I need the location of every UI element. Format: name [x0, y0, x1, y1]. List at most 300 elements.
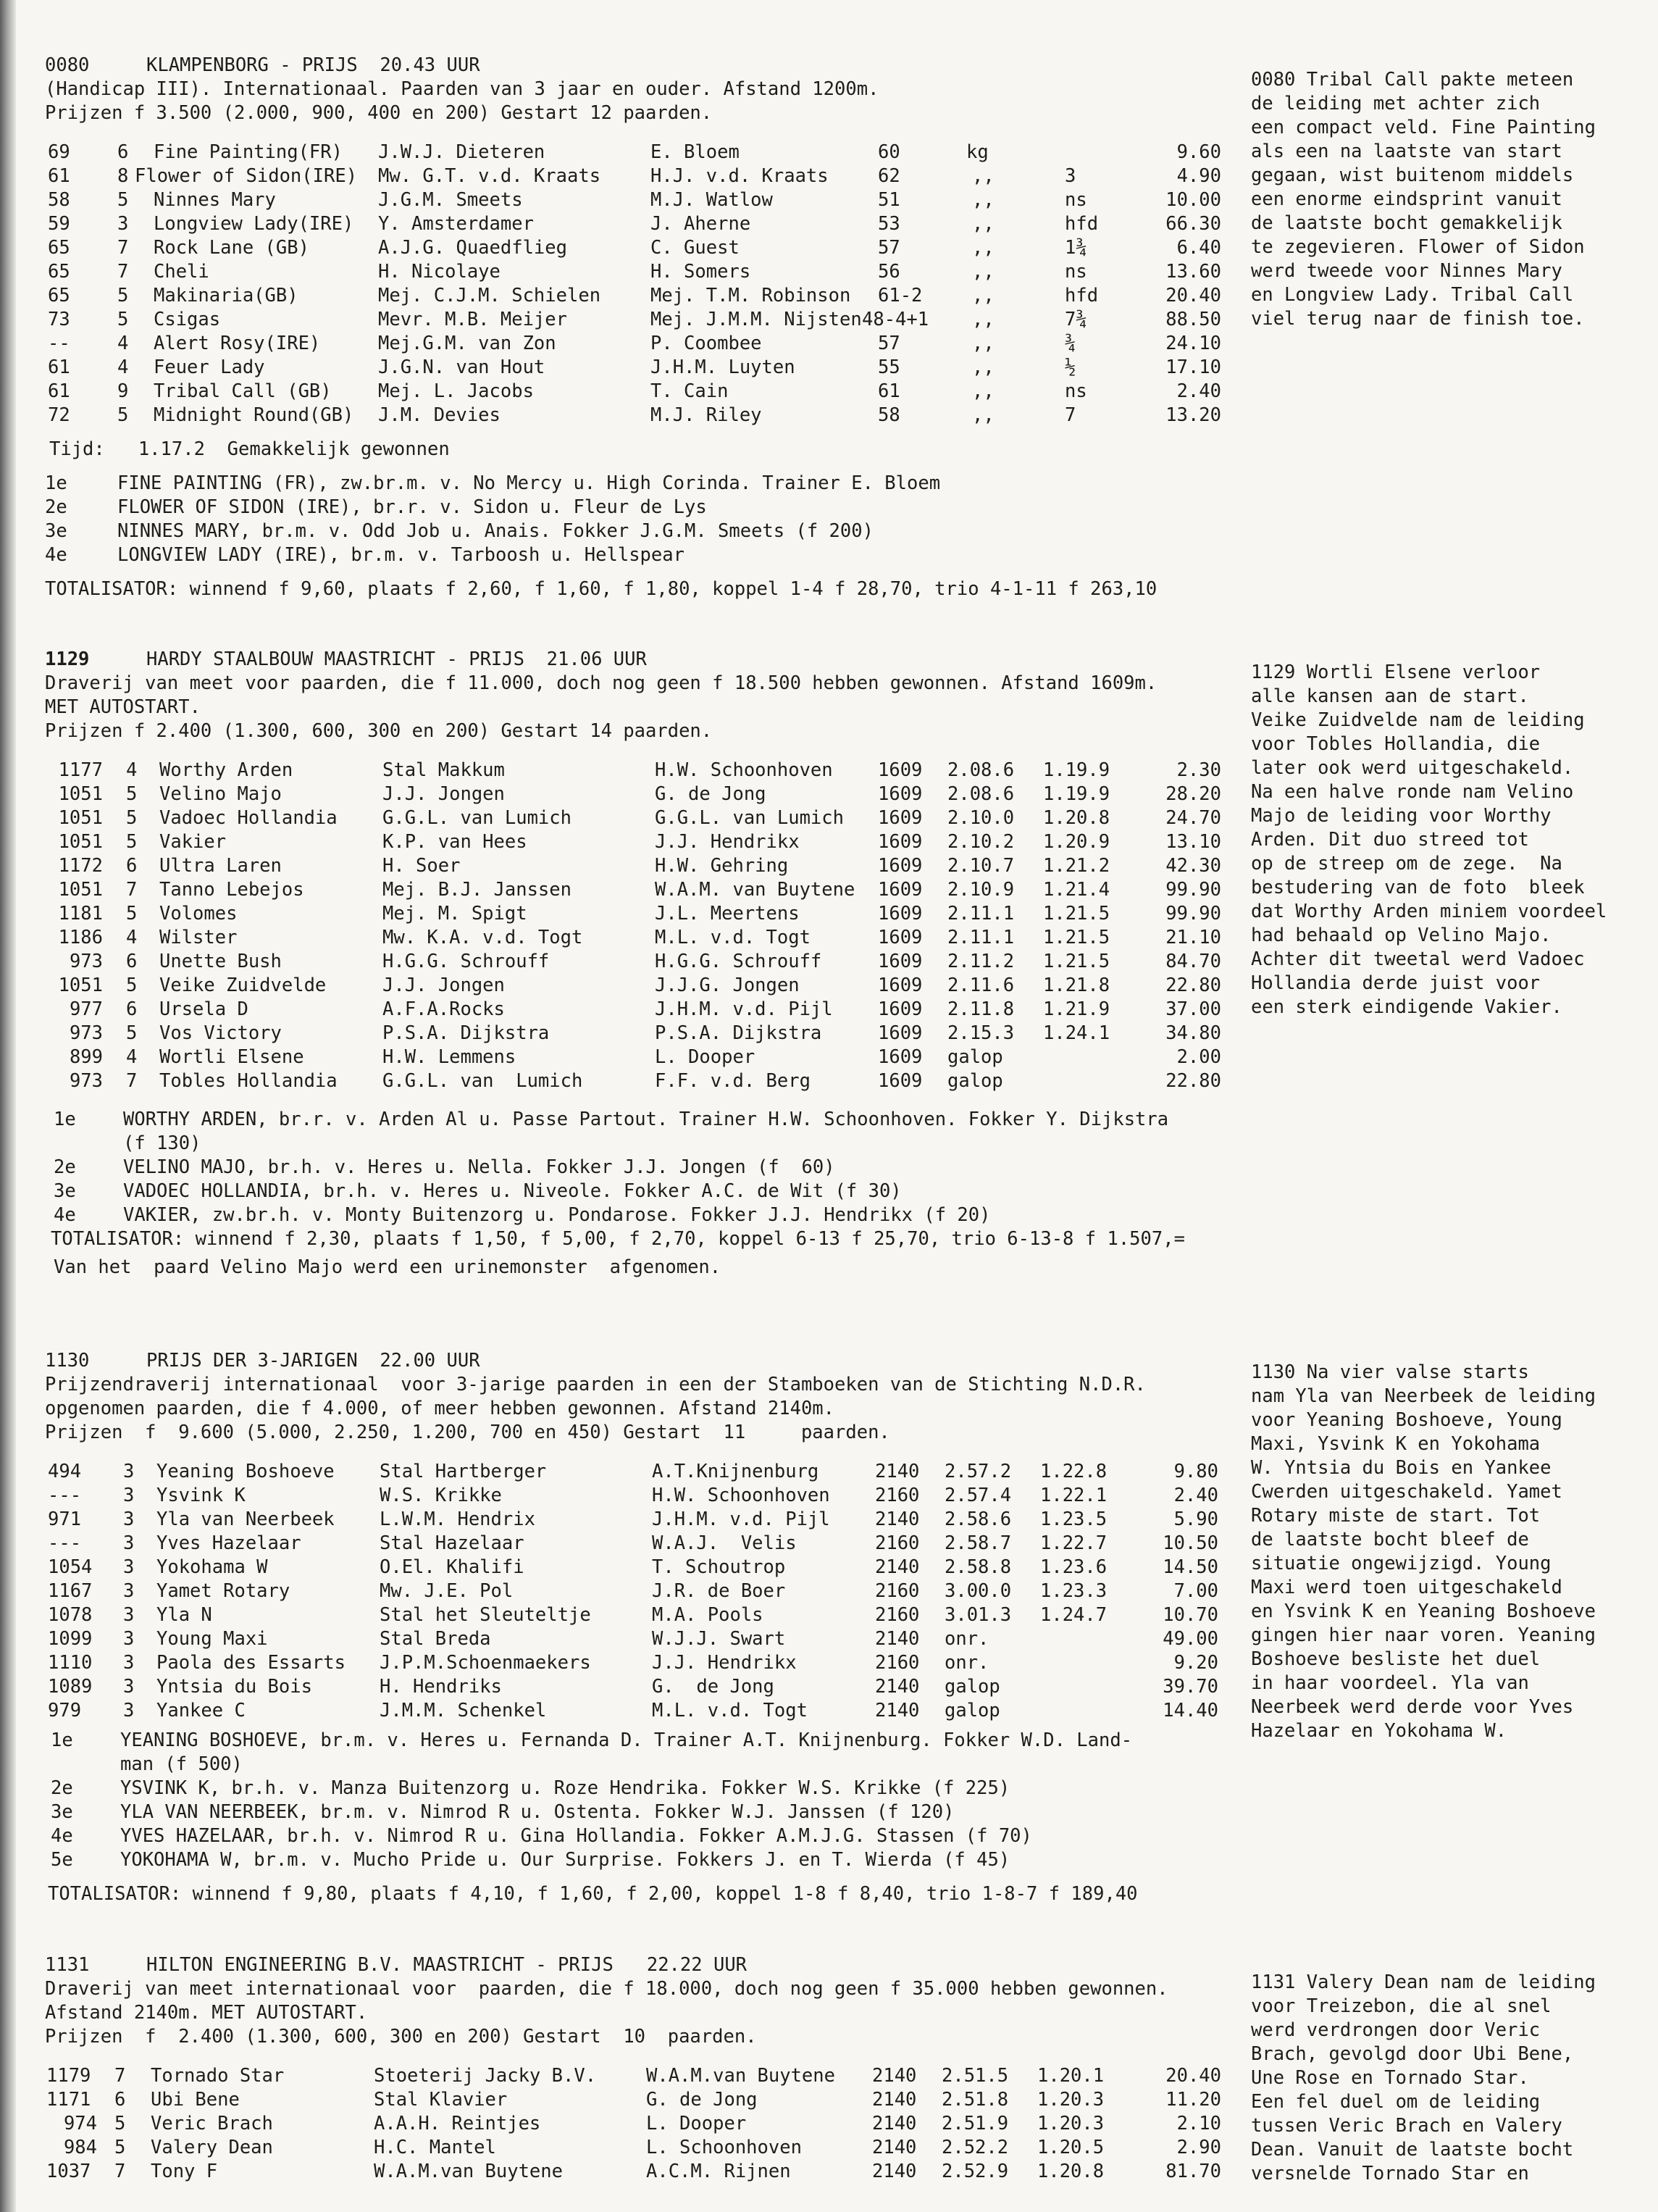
driver-cell: M.A. Pools — [652, 1604, 763, 1626]
list-item — [45, 472, 1233, 496]
age-cell: 7 — [114, 2161, 126, 2182]
horse-cell: Yeaning Boshoeve — [156, 1461, 335, 1482]
table-row — [45, 1579, 1233, 1603]
horse-cell: Rock Lane (GB) — [154, 237, 309, 259]
odds-cell: 24.10 — [1165, 333, 1221, 354]
time-cell: 2.11.2 — [947, 951, 1015, 972]
rating-cell: 1051 — [58, 974, 103, 996]
age-cell: 3 — [123, 1532, 135, 1554]
race-name: HILTON ENGINEERING B.V. MAASTRICHT - PRIJS 22.22 UUR — [146, 1954, 748, 1976]
time-cell: 2.51.9 — [942, 2113, 1009, 2134]
owner-cell: Y. Amsterdamer — [378, 213, 534, 235]
placings-list — [45, 1729, 1233, 1872]
list-item — [45, 1777, 1233, 1800]
owner-cell: A.J.G. Quaedflieg — [378, 237, 567, 259]
odds-cell: 13.20 — [1165, 404, 1221, 426]
race-comment-0080 — [1251, 68, 1631, 331]
comment-line: Veike Zuidvelde nam de leiding — [1251, 709, 1585, 731]
odds-cell: 14.50 — [1163, 1556, 1218, 1578]
owner-cell: A.A.H. Reintjes — [374, 2113, 541, 2134]
weight-cell: 57 — [878, 333, 900, 354]
distance-cell: 1609 — [878, 855, 923, 877]
unit-cell: ,, — [972, 356, 995, 378]
time-cell: 2.58.7 — [945, 1532, 1012, 1554]
table-row — [45, 1556, 1233, 1579]
owner-cell: P.S.A. Dijkstra — [382, 1022, 550, 1044]
age-cell: 7 — [114, 2065, 126, 2087]
comment-line: bestudering van de foto bleek — [1251, 877, 1585, 898]
list-item — [45, 1132, 1233, 1156]
horse-cell: Makinaria(GB) — [154, 285, 298, 306]
horse-cell: Csigas — [154, 309, 221, 330]
distance-cell: 2160 — [875, 1532, 920, 1554]
table-row — [45, 332, 1233, 356]
list-item — [45, 1824, 1233, 1848]
table-row — [45, 830, 1233, 854]
comment-line: werd verdrongen door Veric — [1251, 2019, 1541, 2041]
rating-cell: 1051 — [58, 831, 103, 853]
age-cell: 3 — [123, 1461, 135, 1482]
horse-cell: Vos Victory — [159, 1022, 282, 1044]
placing-text: FINE PAINTING (FR), zw.br.m. v. No Mercy u. High Corinda. Trainer E. Bloem — [117, 472, 941, 494]
age-cell: 7 — [117, 261, 129, 283]
table-row — [45, 1627, 1233, 1651]
owner-cell: Stal het Sleuteltje — [380, 1604, 591, 1626]
km-time-cell: 1.22.1 — [1040, 1485, 1108, 1506]
horse-cell: Worthy Arden — [159, 759, 293, 781]
distance-cell: 2140 — [872, 2065, 917, 2087]
comment-line: de laatste bocht gemakkelijk — [1251, 212, 1562, 234]
driver-cell: M.L. v.d. Togt — [655, 927, 811, 948]
distance-cell: 1609 — [878, 927, 923, 948]
odds-cell: 10.00 — [1165, 189, 1221, 211]
km-time-cell: 1.23.3 — [1040, 1580, 1108, 1602]
owner-cell: Stoeterij Jacky B.V. — [374, 2065, 597, 2087]
list-item — [45, 1800, 1233, 1824]
table-row — [45, 998, 1233, 1022]
horse-cell: Ninnes Mary — [154, 189, 276, 211]
weight-cell: 62 — [878, 165, 900, 187]
owner-cell: Stal Breda — [380, 1628, 491, 1650]
race-comment-1130 — [1251, 1361, 1631, 1743]
placing-position: 3e — [51, 1801, 73, 1823]
totalisator: TOTALISATOR: winnend f 9,60, plaats f 2,60, f 1,60, f 1,80, koppel 1-4 f 28,70, trio 4-1-11 f 263,10 — [45, 578, 1157, 600]
distance-cell: 1609 — [878, 831, 923, 853]
odds-cell: 81.70 — [1165, 2161, 1221, 2182]
time-cell: 2.52.2 — [942, 2137, 1009, 2158]
table-row — [45, 308, 1233, 332]
results-table — [45, 2064, 1233, 2184]
placing-text: (f 130) — [123, 1132, 201, 1154]
unit-cell: ,, — [972, 189, 995, 211]
driver-cell: L. Dooper — [655, 1046, 755, 1068]
margin-cell: hfd — [1065, 213, 1099, 235]
margin-cell: 3 — [1065, 165, 1076, 187]
results-table — [45, 141, 1233, 427]
owner-cell: J.J. Jongen — [382, 974, 505, 996]
horse-cell: Ubi Bene — [151, 2089, 240, 2111]
rating-cell: 65 — [48, 261, 70, 283]
owner-cell: Mej.G.M. van Zon — [378, 333, 556, 354]
age-cell: 5 — [114, 2113, 126, 2134]
race-prizes: Prijzen f 2.400 (1.300, 600, 300 en 200) Gestart 14 paarden. — [45, 720, 713, 742]
results-table — [45, 759, 1233, 1093]
rating-cell: 1186 — [58, 927, 103, 948]
unit-cell: ,, — [972, 213, 995, 235]
odds-cell: 10.70 — [1163, 1604, 1218, 1626]
placing-text: man (f 500) — [120, 1753, 243, 1775]
distance-cell: 2140 — [875, 1700, 920, 1721]
rating-cell: 1110 — [48, 1652, 93, 1674]
placing-text: NINNES MARY, br.m. v. Odd Job u. Anais. Fokker J.G.M. Smeets (f 200) — [117, 520, 874, 542]
list-item — [45, 1848, 1233, 1872]
distance-cell: 1609 — [878, 1070, 923, 1092]
comment-line: later ook werd uitgeschakeld. — [1251, 757, 1574, 779]
km-time-cell: 1.21.2 — [1043, 855, 1110, 877]
placing-text: FLOWER OF SIDON (IRE), br.r. v. Sidon u. Fleur de Lys — [117, 496, 707, 518]
rating-cell: 65 — [48, 285, 70, 306]
odds-cell: 17.10 — [1165, 356, 1221, 378]
driver-cell: A.T.Knijnenburg — [652, 1461, 819, 1482]
driver-cell: W.A.J. Velis — [652, 1532, 797, 1554]
distance-cell: 2160 — [875, 1485, 920, 1506]
rating-cell: 61 — [48, 380, 70, 402]
table-row — [45, 284, 1233, 308]
rating-cell: 979 — [48, 1700, 82, 1721]
rating-cell: 72 — [48, 404, 70, 426]
time-cell: galop — [945, 1676, 1000, 1698]
list-item — [45, 543, 1233, 567]
age-cell: 3 — [123, 1628, 135, 1650]
odds-cell: 20.40 — [1165, 2065, 1221, 2087]
driver-cell: J.H.M. v.d. Pijl — [655, 998, 833, 1020]
rating-cell: --- — [48, 1532, 82, 1554]
placing-position: 4e — [51, 1825, 73, 1847]
age-cell: 6 — [126, 855, 138, 877]
odds-cell: 2.30 — [1176, 759, 1221, 781]
race-header — [45, 54, 1233, 78]
horse-cell: Paola des Essarts — [156, 1652, 346, 1674]
owner-cell: A.F.A.Rocks — [382, 998, 505, 1020]
odds-cell: 10.50 — [1163, 1532, 1218, 1554]
odds-cell: 2.10 — [1176, 2113, 1221, 2134]
distance-cell: 1609 — [878, 903, 923, 925]
odds-cell: 99.90 — [1165, 879, 1221, 901]
distance-cell: 1609 — [878, 998, 923, 1020]
km-time-cell: 1.23.6 — [1040, 1556, 1108, 1578]
owner-cell: Mw. G.T. v.d. Kraats — [378, 165, 601, 187]
margin-cell: 7 — [1065, 404, 1076, 426]
table-row — [45, 1651, 1233, 1675]
odds-cell: 2.40 — [1173, 1485, 1218, 1506]
race-conditions: Draverij van meet internationaal voor paarden, die f 18.000, doch nog geen f 35.000 hebben gewonnen. — [45, 1978, 1168, 2000]
age-cell: 5 — [126, 831, 138, 853]
driver-cell: G. de Jong — [652, 1676, 774, 1698]
horse-cell: Ysvink K — [156, 1485, 246, 1506]
race-conditions-cont: opgenomen paarden, die f 4.000, of meer hebben gewonnen. Afstand 2140m. — [45, 1398, 835, 1419]
table-row — [45, 380, 1233, 404]
comment-line: viel terug naar de finish toe. — [1251, 308, 1585, 330]
time-cell: 2.10.7 — [947, 855, 1015, 877]
time-cell: galop — [945, 1700, 1000, 1721]
race-name: PRIJS DER 3-JARIGEN 22.00 UUR — [146, 1350, 480, 1372]
owner-cell: H. Soer — [382, 855, 461, 877]
margin-cell: hfd — [1065, 285, 1099, 306]
odds-cell: 21.10 — [1165, 927, 1221, 948]
owner-cell: Mw. K.A. v.d. Togt — [382, 927, 583, 948]
driver-cell: A.C.M. Rijnen — [646, 2161, 791, 2182]
distance-cell: 2140 — [875, 1461, 920, 1482]
age-cell: 5 — [126, 783, 138, 805]
distance-cell: 2140 — [872, 2161, 917, 2182]
rider-cell: P. Coombee — [650, 333, 762, 354]
km-time-cell: 1.21.5 — [1043, 903, 1110, 925]
time-cell: galop — [947, 1070, 1003, 1092]
table-row — [45, 806, 1233, 830]
odds-cell: 66.30 — [1165, 213, 1221, 235]
owner-cell: Mej. L. Jacobs — [378, 380, 534, 402]
horse-cell: Yla N — [156, 1604, 212, 1626]
rider-cell: M.J. Riley — [650, 404, 762, 426]
race-comment-1131 — [1251, 1971, 1631, 2186]
unit-cell: ,, — [972, 309, 995, 330]
table-row — [45, 212, 1233, 236]
rating-cell: 1167 — [48, 1580, 93, 1602]
odds-cell: 37.00 — [1165, 998, 1221, 1020]
rating-cell: 973 — [69, 1022, 103, 1044]
table-row — [45, 950, 1233, 974]
comment-line: Maxi, Ysvink K en Yokohama — [1251, 1433, 1541, 1455]
rating-cell: 1051 — [58, 807, 103, 829]
distance-cell: 2140 — [872, 2137, 917, 2158]
unit-cell: ,, — [972, 237, 995, 259]
age-cell: 5 — [114, 2137, 126, 2158]
rider-cell: C. Guest — [650, 237, 740, 259]
odds-cell: 13.10 — [1165, 831, 1221, 853]
table-row — [45, 1603, 1233, 1627]
distance-cell: 2140 — [875, 1556, 920, 1578]
horse-cell: Tony F — [151, 2161, 218, 2182]
rating-cell: --- — [48, 1485, 82, 1506]
odds-cell: 22.80 — [1165, 1070, 1221, 1092]
placing-position: 1e — [54, 1109, 76, 1130]
odds-cell: 6.40 — [1176, 237, 1221, 259]
results-table — [45, 1460, 1233, 1723]
odds-cell: 39.70 — [1163, 1676, 1218, 1698]
comment-line: situatie ongewijzigd. Young — [1251, 1553, 1552, 1574]
unit-cell: ,, — [972, 285, 995, 306]
margin-cell: 7¾ — [1065, 309, 1087, 330]
placing-text: YOKOHAMA W, br.m. v. Mucho Pride u. Our Surprise. Fokkers J. en T. Wierda (f 45) — [120, 1849, 1010, 1871]
age-cell: 3 — [123, 1700, 135, 1721]
placing-text: VAKIER, zw.br.h. v. Monty Buitenzorg u. Pondarose. Fokker J.J. Hendrikx (f 20) — [123, 1204, 991, 1226]
rating-cell: 973 — [69, 1070, 103, 1092]
age-cell: 3 — [123, 1508, 135, 1530]
distance-cell: 2140 — [875, 1628, 920, 1650]
list-item — [45, 1729, 1233, 1753]
distance-cell: 1609 — [878, 783, 923, 805]
owner-cell: L.W.M. Hendrix — [380, 1508, 535, 1530]
odds-cell: 7.00 — [1173, 1580, 1218, 1602]
comment-line: nam Yla van Neerbeek de leiding — [1251, 1385, 1596, 1407]
horse-cell: Young Maxi — [156, 1628, 268, 1650]
table-row — [45, 1508, 1233, 1532]
time-cell: 2.10.0 — [947, 807, 1015, 829]
unit-cell: ,, — [972, 165, 995, 187]
owner-cell: W.S. Krikke — [380, 1485, 502, 1506]
distance-cell: 2160 — [875, 1580, 920, 1602]
comment-line: in haar voordeel. Yla van — [1251, 1672, 1529, 1694]
race-number: 1131 — [45, 1954, 90, 1976]
rating-cell: 61 — [48, 356, 70, 378]
km-time-cell: 1.19.9 — [1043, 783, 1110, 805]
horse-cell: Veric Brach — [151, 2113, 273, 2134]
placing-text: YSVINK K, br.h. v. Manza Buitenzorg u. Roze Hendrika. Fokker W.S. Krikke (f 225) — [120, 1777, 1010, 1799]
comment-line: en Ysvink K en Yeaning Boshoeve — [1251, 1600, 1596, 1622]
distance-cell: 1609 — [878, 807, 923, 829]
time-cell: 2.10.9 — [947, 879, 1015, 901]
placing-position: 1e — [45, 472, 67, 494]
comment-line: 1131 Valery Dean nam de leiding — [1251, 1971, 1596, 1993]
unit-cell: ,, — [972, 380, 995, 402]
race-name: KLAMPENBORG - PRIJS 20.43 UUR — [146, 54, 480, 76]
totalisator: TOTALISATOR: winnend f 9,80, plaats f 4,10, f 1,60, f 2,00, koppel 1-8 f 8,40, trio 1-8-7 f 189,40 — [48, 1883, 1138, 1905]
table-row — [45, 854, 1233, 878]
time-cell: 2.11.1 — [947, 903, 1015, 925]
comment-line: een sterk eindigende Vakier. — [1251, 996, 1562, 1018]
comment-line: Achter dit tweetal werd Vadoec — [1251, 948, 1585, 970]
time-cell: 2.57.4 — [945, 1485, 1012, 1506]
list-item — [45, 1203, 1233, 1227]
time-cell: 2.52.9 — [942, 2161, 1009, 2182]
horse-cell: Wortli Elsene — [159, 1046, 304, 1068]
weight-cell: 57 — [878, 237, 900, 259]
rider-cell: H. Somers — [650, 261, 751, 283]
horse-cell: Alert Rosy(IRE) — [154, 333, 321, 354]
table-row — [45, 164, 1233, 188]
age-cell: 6 — [126, 951, 138, 972]
table-row — [45, 2112, 1233, 2136]
table-row — [45, 2064, 1233, 2088]
table-row — [45, 141, 1233, 164]
comment-line: dat Worthy Arden miniem voordeel — [1251, 901, 1607, 922]
rating-cell: 1179 — [46, 2065, 91, 2087]
time-cell: 2.58.6 — [945, 1508, 1012, 1530]
placing-position: 2e — [51, 1777, 73, 1799]
age-cell: 5 — [126, 1022, 138, 1044]
age-cell: 7 — [117, 237, 129, 259]
driver-cell: H.W. Gehring — [655, 855, 789, 877]
rider-cell: T. Cain — [650, 380, 729, 402]
comment-line: voor Tobles Hollandia, die — [1251, 733, 1541, 755]
distance-cell: 2140 — [872, 2089, 917, 2111]
placings-list — [45, 472, 1233, 567]
weight-cell: 60 — [878, 141, 900, 163]
age-cell: 6 — [114, 2089, 126, 2111]
odds-cell: 28.20 — [1165, 783, 1221, 805]
margin-cell: ns — [1065, 380, 1087, 402]
table-row — [45, 974, 1233, 998]
horse-cell: Yamet Rotary — [156, 1580, 290, 1602]
horse-cell: Yla van Neerbeek — [156, 1508, 335, 1530]
race-prizes: Prijzen f 9.600 (5.000, 2.250, 1.200, 700 en 450) Gestart 11 paarden. — [45, 1422, 890, 1443]
weight-cell: 48-4+1 — [862, 309, 929, 330]
driver-cell: G. de Jong — [646, 2089, 758, 2111]
odds-cell: 84.70 — [1165, 951, 1221, 972]
driver-cell: J.H.M. v.d. Pijl — [652, 1508, 830, 1530]
rating-cell: 1078 — [48, 1604, 93, 1626]
odds-cell: 9.20 — [1173, 1652, 1218, 1674]
rating-cell: 1054 — [48, 1556, 93, 1578]
horse-cell: Volomes — [159, 903, 238, 925]
odds-cell: 4.90 — [1176, 165, 1221, 187]
km-time-cell: 1.20.3 — [1037, 2113, 1105, 2134]
weight-cell: 56 — [878, 261, 900, 283]
weight-cell: 53 — [878, 213, 900, 235]
rating-cell: 899 — [69, 1046, 103, 1068]
rider-cell: M.J. Watlow — [650, 189, 773, 211]
horse-cell: Valery Dean — [151, 2137, 273, 2158]
rider-cell: Mej. T.M. Robinson — [650, 285, 851, 306]
rating-cell: 977 — [69, 998, 103, 1020]
table-row — [45, 878, 1233, 902]
age-cell: 3 — [123, 1485, 135, 1506]
margin-cell: ns — [1065, 261, 1087, 283]
race-header — [45, 1349, 1233, 1373]
distance-cell: 2160 — [875, 1604, 920, 1626]
horse-cell: Yves Hazelaar — [156, 1532, 301, 1554]
table-row — [45, 1484, 1233, 1508]
owner-cell: H. Hendriks — [380, 1676, 502, 1698]
list-item — [45, 496, 1233, 519]
race-number: 0080 — [45, 54, 90, 76]
age-cell: 8 — [117, 165, 129, 187]
horse-cell: Cheli — [154, 261, 209, 283]
rating-cell: 973 — [69, 951, 103, 972]
odds-cell: 2.40 — [1176, 380, 1221, 402]
rating-cell: 1051 — [58, 879, 103, 901]
race-number: 1129 — [45, 648, 90, 670]
odds-cell: 2.00 — [1176, 1046, 1221, 1068]
comment-line: Cwerden uitgeschakeld. Yamet — [1251, 1481, 1562, 1503]
horse-cell: Yankee C — [156, 1700, 246, 1721]
race-conditions: Draverij van meet voor paarden, die f 11.000, doch nog geen f 18.500 hebben gewonnen. Afstand 1609m. — [45, 672, 1157, 694]
time-cell: 2.08.6 — [947, 759, 1015, 781]
km-time-cell: 1.22.8 — [1040, 1461, 1108, 1482]
distance-cell: 1609 — [878, 879, 923, 901]
scan-edge-shadow — [0, 0, 16, 2212]
owner-cell: Mevr. M.B. Meijer — [378, 309, 567, 330]
odds-cell: 34.80 — [1165, 1022, 1221, 1044]
comment-line: 1130 Na vier valse starts — [1251, 1361, 1529, 1383]
horse-cell: Velino Majo — [159, 783, 282, 805]
driver-cell: L. Schoonhoven — [646, 2137, 802, 2158]
margin-cell: ¾ — [1065, 333, 1076, 354]
owner-cell: G.G.L. van Lumich — [382, 807, 571, 829]
rating-cell: 984 — [63, 2137, 97, 2158]
driver-cell: G. de Jong — [655, 783, 766, 805]
comment-line: Une Rose en Tornado Star. — [1251, 2067, 1529, 2089]
time-cell: 3.01.3 — [945, 1604, 1012, 1626]
table-row — [45, 1699, 1233, 1723]
rider-cell: Mej. J.M.M. Nijsten — [650, 309, 862, 330]
table-row — [45, 2088, 1233, 2112]
rating-cell: 971 — [48, 1508, 82, 1530]
age-cell: 4 — [126, 927, 138, 948]
age-cell: 3 — [123, 1580, 135, 1602]
owner-cell: J.M. Devies — [378, 404, 501, 426]
age-cell: 5 — [117, 189, 129, 211]
